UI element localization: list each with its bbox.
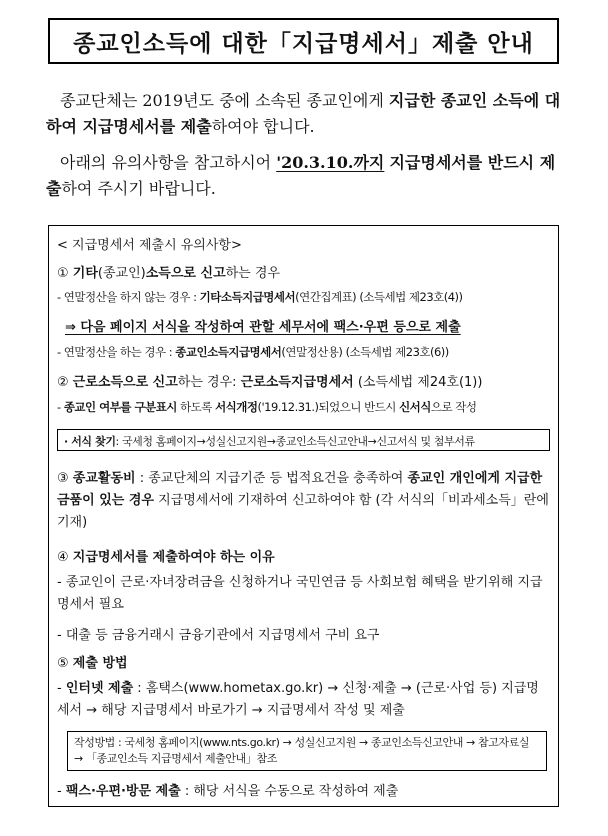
- title-box: [48, 18, 559, 64]
- section-2-line-1: [57, 399, 550, 415]
- s5-num: ⑤: [57, 656, 73, 671]
- section-4-line-2: - 대출 등 금융거래시 금융기관에서 지급명세서 구비 요구: [57, 628, 380, 643]
- s4-b: 지급명세서를 제출하여야 하는 이유: [72, 550, 275, 565]
- s5-l1-pre: -: [57, 681, 66, 696]
- s5-l1-b: 인터넷 제출: [65, 681, 134, 696]
- s1-l3-post: (연말정산용) (소득세법 제23호(6)): [281, 345, 449, 359]
- s5-b: 제출 방법: [72, 656, 128, 671]
- s1-l1-post: (연간집계표) (소득세법 제23호(4)): [295, 290, 463, 304]
- notice-header: < 지급명세서 제출시 유의사항>: [57, 238, 242, 253]
- notice-box: [48, 225, 559, 807]
- s1-l3-b: 종교인소득지급명세서: [175, 345, 282, 359]
- s2-l1-post: 으로 작성: [430, 400, 477, 414]
- s1-num: ①: [57, 266, 73, 281]
- deadline-date: '20.3.10.까지: [276, 153, 385, 172]
- section-1-line-1: [57, 289, 550, 305]
- s1-m: (종교인): [97, 266, 146, 281]
- intro-1-end: 하여야 합니다.: [211, 117, 315, 136]
- intro-1-text: 종교단체는 2019년도 중에 소속된 종교인에게: [60, 91, 389, 110]
- s2-num: ②: [57, 375, 73, 390]
- s2-l1-m: 하도록: [176, 400, 216, 414]
- section-1-line-2: ⇒ 다음 페이지 서식을 작성하여 관할 세무서에 팩스·우편 등으로 제출: [65, 320, 461, 335]
- s3-post: 지급명세서에 기재하여 신고하여야 함 (각 서식의「비과세소득」란에 기재): [57, 493, 549, 530]
- page-title: 종교인소득에 대한「지급명세서」제출 안내: [73, 30, 534, 57]
- form-locate-label: · 서식 찾기: [64, 435, 116, 448]
- intro-2-text: 아래의 유의사항을 참고하시어: [60, 153, 277, 172]
- section-3: [57, 468, 550, 534]
- s3-m1: : 종교단체의 지급기준 등 법적요건을 충족하여: [135, 471, 408, 486]
- s2-post: (소득세법 제24호(1)): [353, 375, 483, 390]
- form-locate-path: : 국세청 홈페이지→성실신고지원→종교인소득신고안내→신고서식 및 첨부서류: [115, 435, 475, 448]
- s2-l1-b1: 종교인 여부를 구분표시: [63, 400, 177, 414]
- s2-b1: 근로소득으로 신고: [72, 375, 178, 390]
- section-1-title: [57, 262, 550, 281]
- intro-2-bold: 지급명세서를 반드시 제출: [46, 153, 556, 198]
- write-method-text: 작성방법 : 국세청 홈페이지(www.nts.go.kr) → 성실신고지원 → 종교인소득신고안내 → 참고자료실 → 「종교인소득 지급명세서 제출안내」참조: [74, 736, 530, 765]
- form-locate-box: [57, 429, 550, 451]
- section-5-line-1: [57, 678, 550, 722]
- s4-num: ④: [57, 550, 73, 565]
- s1-post: 하는 경우: [225, 266, 280, 281]
- s5-l2-post: : 해당 서식을 수동으로 작성하여 제출: [180, 784, 399, 799]
- s1-b2: 소득으로 신고: [145, 266, 226, 281]
- s3-b2: 종교인 개인에게 지급한 금품이 있는 경우: [57, 471, 543, 508]
- section-4-title: [57, 546, 550, 565]
- s1-l3-pre: - 연말정산을 하는 경우 :: [57, 345, 176, 359]
- section-5-line-2: [57, 780, 550, 799]
- section-4-line-1: - 종교인이 근로·자녀장려금을 신청하거나 국민연금 등 사회보험 혜택을 받기위해 지급명세서 필요: [57, 575, 543, 612]
- write-method-box: [67, 731, 547, 771]
- s5-l2-pre: -: [57, 784, 66, 799]
- s3-b1: 종교활동비: [72, 471, 136, 486]
- intro-paragraph-1: [46, 88, 566, 140]
- s3-num: ③: [57, 471, 73, 486]
- s2-l1-b2: 서식개정: [215, 400, 258, 414]
- s2-m: 하는 경우:: [177, 375, 241, 390]
- s1-b1: 기타: [72, 266, 98, 281]
- section-1-line-3: [57, 344, 550, 360]
- intro-2-end: 하여 주시기 바랍니다.: [61, 179, 216, 198]
- section-5-title: [57, 652, 550, 671]
- s1-l1-b: 기타소득지급명세서: [199, 290, 296, 304]
- s1-l1-pre: - 연말정산을 하지 않는 경우 :: [57, 290, 200, 304]
- section-2-title: [57, 371, 550, 390]
- s2-l1-m2: ('19.12.31.)되었으니 반드시: [257, 400, 400, 414]
- s2-b2: 근로소득지급명세서: [240, 375, 354, 390]
- s2-l1-pre: -: [57, 400, 64, 414]
- s5-l1-post: : 홈택스(www.hometax.go.kr) → 신청·제출 → (근로·사업 등) 지급명세서 → 해당 지급명세서 바로가기 → 지급명세서 작성 및 제출: [57, 681, 539, 718]
- intro-1-bold: 지급한 종교인 소득에 대하여 지급명세서를 제출: [46, 91, 561, 136]
- intro-paragraph-2: [46, 150, 566, 202]
- s2-l1-b3: 신서식: [399, 400, 431, 414]
- s5-l2-b: 팩스·우편·방문 제출: [65, 784, 181, 799]
